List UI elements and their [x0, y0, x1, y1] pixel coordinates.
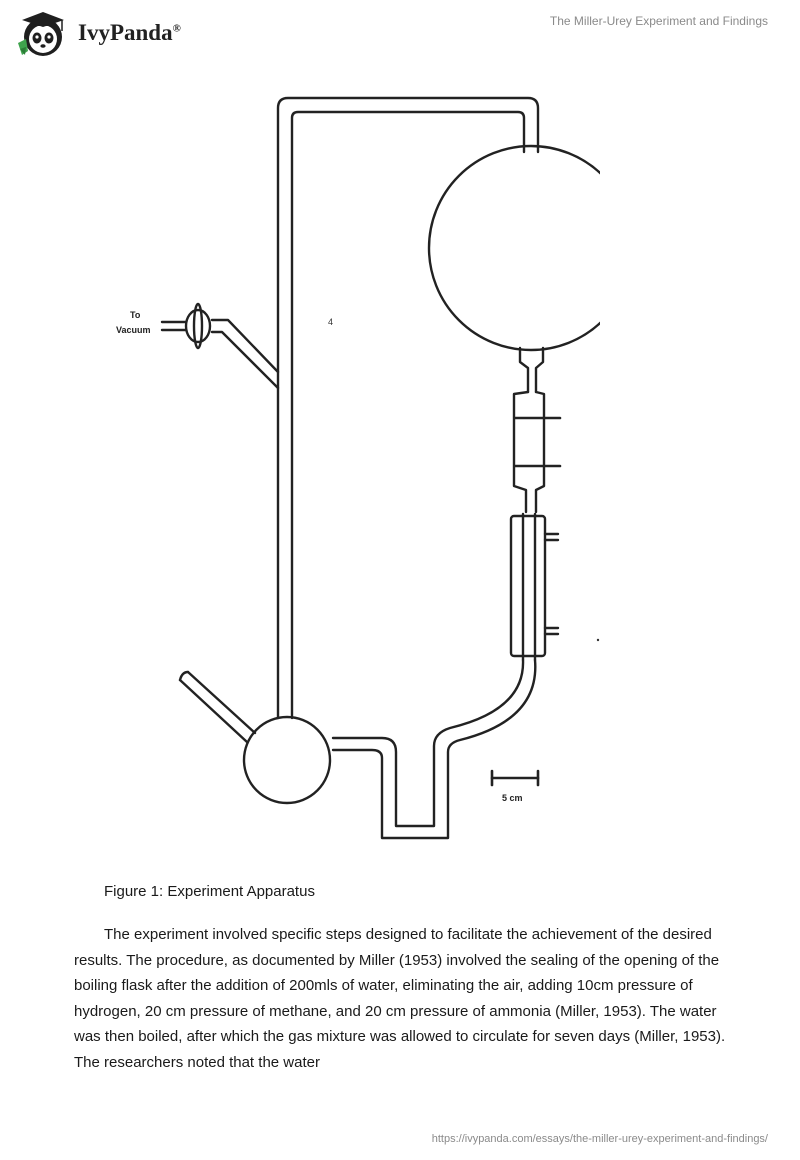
vacuum-label-line2: Vacuum — [116, 325, 151, 335]
apparatus-figure — [100, 90, 600, 850]
miller-urey-apparatus-diagram — [100, 90, 600, 850]
page-header — [0, 0, 800, 70]
figure-caption: Figure 1: Experiment Apparatus — [104, 883, 315, 900]
brand-name: IvyPanda® — [78, 20, 181, 45]
running-title: The Miller-Urey Experiment and Findings — [549, 14, 768, 28]
source-url-link[interactable]: https://ivypanda.com/essays/the-miller-urey-experiment-and-findings/ — [431, 1133, 768, 1145]
scale-bar-label: 5 cm — [502, 793, 523, 803]
panda-logo-icon — [16, 9, 72, 59]
body-paragraph: The experiment involved specific steps designed to facilitate the achievement of the desired results. The procedure, as documented by Miller (1953) involved the sealing of the opening of the boiling flask after the addition of 200mls of water, eliminating the air, adding 10cm pressure of hydrogen, 20 cm pressure of methane, and 20 cm pressure of ammonia (Miller, 1953). The water was then boiled, after which the gas mixture was allowed to circulate for seven days (Miller, 1953). The researchers noted that the water — [74, 926, 726, 1071]
ivypanda-logo[interactable] — [16, 9, 216, 59]
stray-mark: 4 — [328, 317, 334, 327]
vacuum-label-line1: To — [130, 310, 141, 320]
